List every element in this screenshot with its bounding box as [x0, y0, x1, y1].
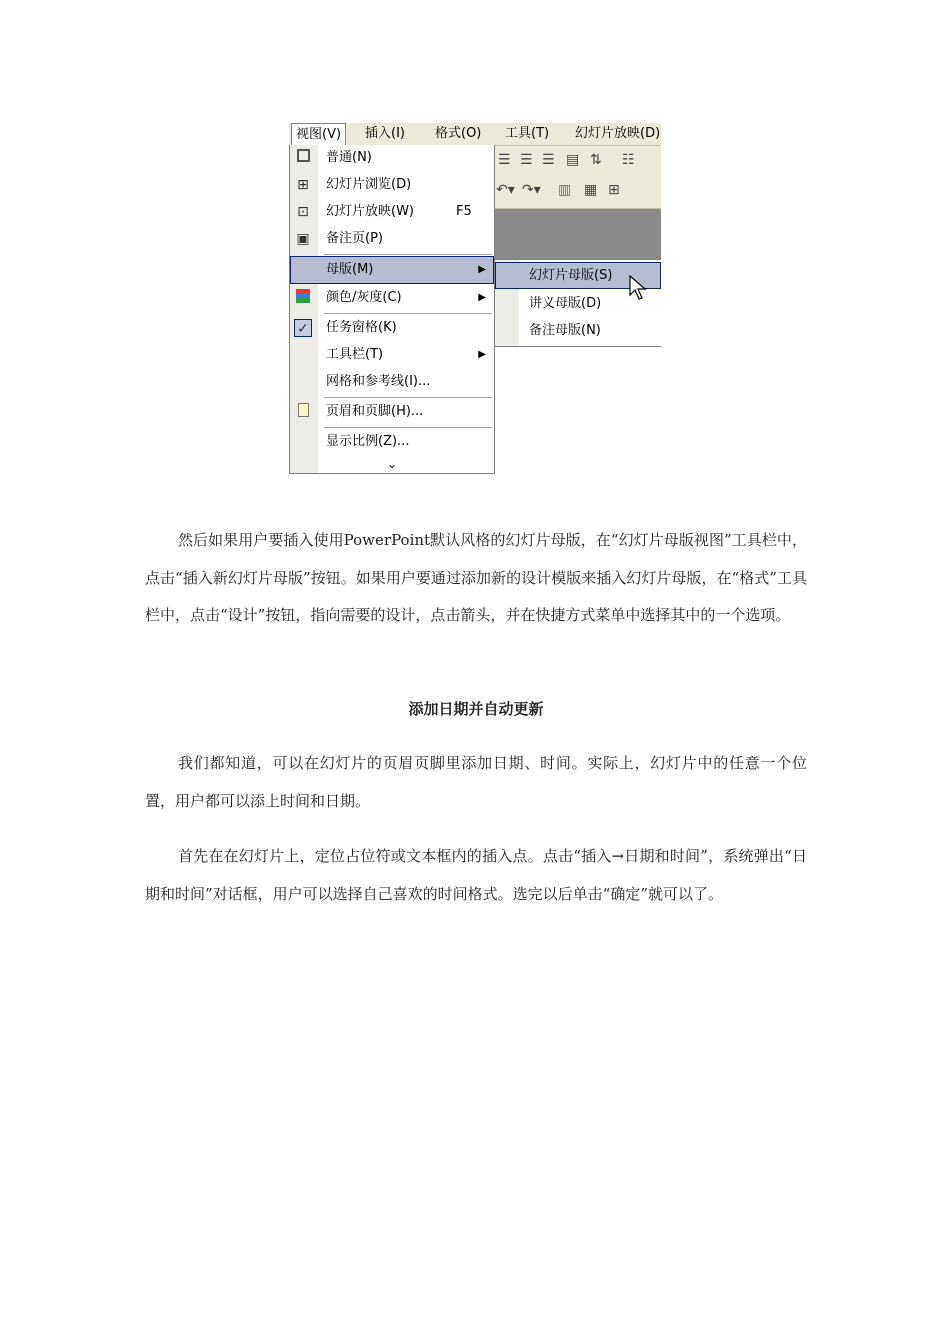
- toolbar-area: [494, 146, 661, 209]
- align-center-icon[interactable]: ☰: [520, 152, 533, 168]
- menu-insert[interactable]: 插入(I): [365, 126, 405, 141]
- view-dropdown-menu: [289, 145, 495, 474]
- menu-item-color-grayscale[interactable]: 颜色/灰度(C) ▶: [290, 285, 494, 311]
- submenu-arrow-icon: ▶: [478, 349, 486, 360]
- menu-item-zoom[interactable]: 显示比例(Z)...: [326, 434, 410, 449]
- submenu-item-slide-master[interactable]: 幻灯片母版(S): [495, 262, 661, 289]
- insert-chart-icon[interactable]: ⊞: [608, 182, 620, 198]
- slide-sorter-icon: ⊞: [297, 177, 309, 193]
- submenu-arrow-icon: ▶: [478, 264, 486, 275]
- menu-bar: [289, 123, 661, 146]
- distribute-icon[interactable]: ▤: [566, 152, 580, 168]
- menu-tools[interactable]: 工具(T): [505, 126, 550, 141]
- paragraph-2: 我们都知道，可以在幻灯片的页眉页脚里添加日期、时间。实际上，幻灯片中的任意一个位置，用户都可以添上时间和日期。: [145, 754, 807, 810]
- shortcut-f5: F5: [456, 204, 472, 219]
- menu-separator: [324, 254, 492, 255]
- notes-page-icon: ▣: [296, 231, 310, 247]
- menu-item-grid-guides[interactable]: 网格和参考线(I)...: [326, 374, 431, 389]
- master-submenu: [494, 259, 661, 347]
- align-right-icon[interactable]: ☰: [542, 152, 555, 168]
- line-spacing-icon[interactable]: ⇅: [590, 152, 602, 168]
- menu-screenshot: [289, 123, 661, 475]
- section-heading: 添加日期并自动更新: [408, 700, 544, 718]
- chart-icon[interactable]: ▥: [558, 182, 572, 198]
- menu-item-slide-sorter[interactable]: ⊞ 幻灯片浏览(D): [290, 172, 494, 198]
- submenu-item-handout-master[interactable]: 讲义母版(D): [529, 296, 602, 311]
- submenu-item-notes-master[interactable]: 备注母版(N): [529, 323, 601, 338]
- menu-item-notes-page[interactable]: ▣ 备注页(P): [290, 226, 494, 252]
- menu-separator: [324, 313, 492, 314]
- menu-item-normal[interactable]: 普通(N): [290, 145, 494, 171]
- header-footer-icon: [294, 403, 312, 421]
- menu-item-toolbars[interactable]: 工具栏(T) ▶: [290, 342, 494, 368]
- mouse-cursor-icon: [629, 275, 647, 301]
- table-icon[interactable]: ▦: [584, 182, 598, 198]
- paragraph-1: 然后如果用户要插入使用PowerPoint默认风格的幻灯片母版，在“幻灯片母版视图”工具栏中，点击“插入新幻灯片母版”按钮。如果用户要通过添加新的设计模版来插入幻灯片母版，在“格式”工具栏中，点击“设计”按钮，指向需要的设计，点击箭头，并在快捷方式菜单中选择其中的一个选项。: [145, 531, 807, 624]
- menu-slideshow[interactable]: 幻灯片放映(D): [575, 126, 661, 141]
- workspace-background: [494, 209, 661, 259]
- bullets-icon[interactable]: ☷: [622, 152, 635, 168]
- slideshow-icon: ⊡: [297, 204, 309, 220]
- menu-separator: [324, 397, 492, 398]
- menu-item-master[interactable]: 母版(M) ▶: [290, 256, 494, 284]
- menu-format[interactable]: 格式(O): [435, 126, 482, 141]
- menu-separator: [324, 427, 492, 428]
- expand-menu-chevron-icon[interactable]: ⌄: [386, 457, 398, 471]
- submenu-arrow-icon: ▶: [478, 292, 486, 303]
- menu-item-task-pane[interactable]: ✓ 任务窗格(K): [290, 315, 494, 341]
- checkmark-icon: ✓: [294, 319, 312, 337]
- menu-item-slideshow[interactable]: ⊡ 幻灯片放映(W) F5: [290, 199, 494, 225]
- paragraph-3: 首先在在幻灯片上，定位占位符或文本框内的插入点。点击“插入→日期和时间”，系统弹出“日期和时间”对话框，用户可以选择自己喜欢的时间格式。选完以后单击“确定”就可以了。: [145, 847, 807, 903]
- menu-item-header-footer[interactable]: 页眉和页脚(H)...: [290, 399, 494, 425]
- normal-view-icon: [294, 149, 312, 167]
- align-left-icon[interactable]: ☰: [498, 152, 511, 168]
- menu-view[interactable]: 视图(V): [291, 123, 346, 146]
- undo-icon[interactable]: ↶▾: [496, 182, 515, 198]
- redo-icon[interactable]: ↷▾: [522, 182, 541, 198]
- color-grayscale-icon: [294, 289, 312, 307]
